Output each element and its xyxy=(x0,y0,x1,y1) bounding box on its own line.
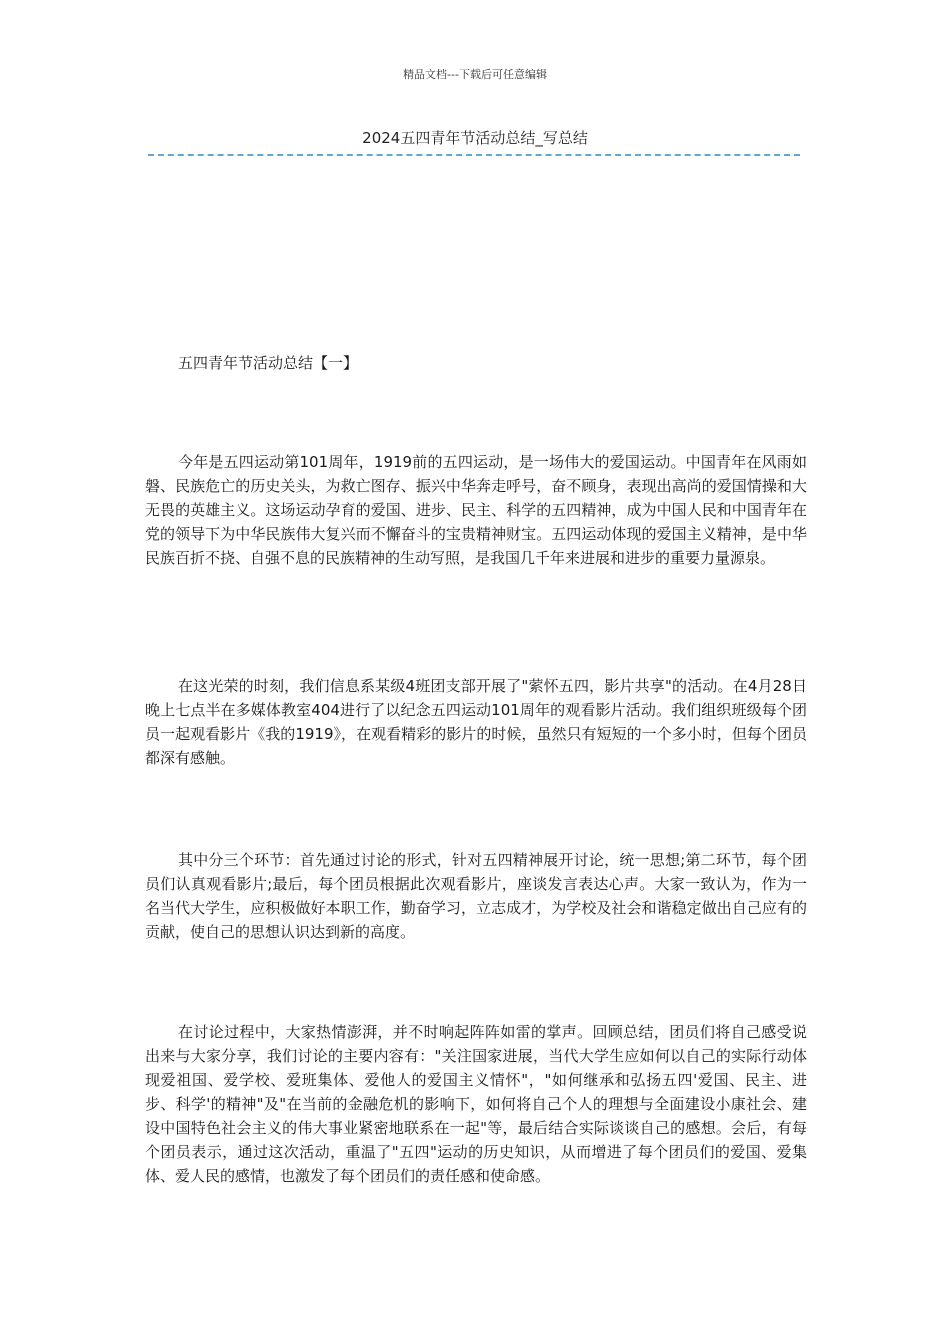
paragraph-2: 在这光荣的时刻，我们信息系某级4班团支部开展了"萦怀五四，影片共享"的活动。在4月28日晚上七点半在多媒体教室404进行了以纪念五四运动101周年的观看影片活动。我们组织班级每个团员一起观看影片《我的1919》，在观看精彩的影片的时候，虽然只有短短的一个多小时，但每个团员都深有感触。 xyxy=(145,677,807,767)
document-title: 2024五四青年节活动总结_写总结 xyxy=(362,129,588,147)
section-heading: 五四青年节活动总结【一】 xyxy=(178,354,359,372)
paragraph-4: 在讨论过程中，大家热情澎湃，并不时响起阵阵如雷的掌声。回顾总结，团员们将自己感受说出来与大家分享，我们讨论的主要内容有："关注国家进展，当代大学生应如何以自己的实际行动体现爱祖国、爱学校、爱班集体、爱他人的爱国主义情怀"，"如何继承和弘扬五四'爱国、民主、进步、科学'的精神"及"在当前的金融危机的影响下，如何将自己个人的理想与全面建设小康社会、建设中国特色社会主义的伟大事业紧密地联系在一起"等，最后结合实际谈谈自己的感想。会后，有每个团员表示，通过这次活动，重温了"五四"运动的历史知识，从而增进了每个团员们的爱国、爱集体、爱人民的感情，也激发了每个团员们的责任感和使命感。 xyxy=(145,1023,807,1185)
title-divider xyxy=(148,154,800,156)
paragraph-1: 今年是五四运动第101周年，1919前的五四运动，是一场伟大的爱国运动。中国青年在风雨如磐、民族危亡的历史关头，为救亡图存、振兴中华奔走呼号，奋不顾身，表现出高尚的爱国情操和大无畏的英雄主义。这场运动孕育的爱国、进步、民主、科学的五四精神，成为中国人民和中国青年在党的领导下为中华民族伟大复兴而不懈奋斗的宝贵精神财宝。五四运动体现的爱国主义精神，是中华民族百折不挠、自强不息的民族精神的生动写照，是我国几千年来进展和进步的重要力量源泉。 xyxy=(145,453,807,567)
paragraph-3: 其中分三个环节：首先通过讨论的形式，针对五四精神展开讨论，统一思想;第二环节，每个团员们认真观看影片;最后，每个团员根据此次观看影片，座谈发言表达心声。大家一致认为，作为一名当代大学生，应积极做好本职工作，勤奋学习，立志成才，为学校及社会和谐稳定做出自己应有的贡献，使自己的思想认识达到新的高度。 xyxy=(145,851,807,941)
page-header-watermark: 精品文档---下载后可任意编辑 xyxy=(403,68,547,81)
